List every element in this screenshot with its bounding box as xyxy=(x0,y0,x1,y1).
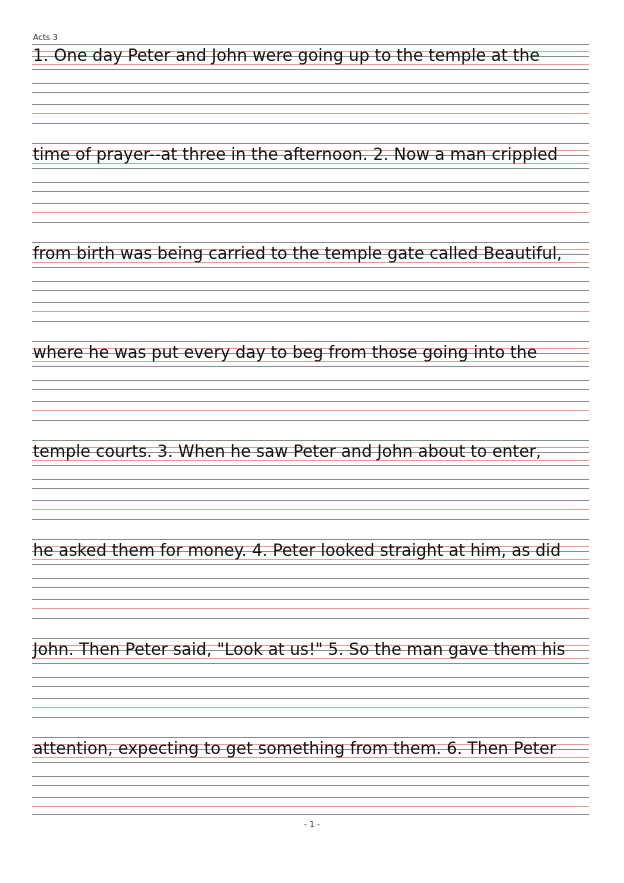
practice-line-red xyxy=(32,212,589,213)
scripture-line-5: temple courts. 3. When he saw Peter and John about to enter, xyxy=(33,442,542,461)
scripture-line-4: where he was put every day to beg from those going into the xyxy=(33,343,538,362)
guide-line-bottom xyxy=(32,564,589,565)
guide-line-bottom xyxy=(32,267,589,268)
practice-line xyxy=(32,191,589,192)
practice-line xyxy=(32,123,589,124)
practice-line xyxy=(32,321,589,322)
practice-line xyxy=(32,401,589,402)
practice-line xyxy=(32,479,589,480)
scripture-line-3: from birth was being carried to the temple gate called Beautiful, xyxy=(33,244,563,263)
page-header: Acts 3 xyxy=(33,33,58,42)
practice-line xyxy=(32,519,589,520)
practice-line xyxy=(32,302,589,303)
guide-line-top xyxy=(32,638,589,639)
practice-line xyxy=(32,797,589,798)
guide-line-bottom xyxy=(32,69,589,70)
practice-line xyxy=(32,281,589,282)
guide-line-top xyxy=(32,143,589,144)
scripture-line-7: John. Then Peter said, "Look at us!" 5. So the man gave them his xyxy=(33,640,566,659)
scripture-line-1: 1. One day Peter and John were going up to the temple at the xyxy=(33,46,540,65)
practice-line-red xyxy=(32,311,589,312)
practice-line xyxy=(32,814,589,815)
guide-line-bottom xyxy=(32,762,589,763)
practice-line xyxy=(32,92,589,93)
practice-line xyxy=(32,717,589,718)
guide-line-top xyxy=(32,341,589,342)
practice-line xyxy=(32,578,589,579)
practice-line xyxy=(32,500,589,501)
practice-line xyxy=(32,698,589,699)
practice-line xyxy=(32,182,589,183)
practice-line xyxy=(32,290,589,291)
scripture-line-6: he asked them for money. 4. Peter looked straight at him, as did xyxy=(33,541,561,560)
practice-line-red xyxy=(32,707,589,708)
practice-line xyxy=(32,104,589,105)
guide-line-top xyxy=(32,440,589,441)
guide-line-top xyxy=(32,44,589,45)
guide-line-bottom xyxy=(32,663,589,664)
practice-line xyxy=(32,785,589,786)
practice-line xyxy=(32,618,589,619)
practice-line xyxy=(32,420,589,421)
guide-line-bottom xyxy=(32,465,589,466)
practice-line-red xyxy=(32,410,589,411)
practice-line xyxy=(32,677,589,678)
guide-line-bottom xyxy=(32,366,589,367)
practice-line-red xyxy=(32,113,589,114)
practice-line xyxy=(32,776,589,777)
practice-line xyxy=(32,599,589,600)
practice-line-red xyxy=(32,806,589,807)
practice-line xyxy=(32,83,589,84)
page-number: - 1 - xyxy=(304,820,320,829)
guide-line-bottom xyxy=(32,168,589,169)
practice-line xyxy=(32,380,589,381)
scripture-line-8: attention, expecting to get something from them. 6. Then Peter xyxy=(33,739,557,758)
practice-line-red xyxy=(32,509,589,510)
practice-line xyxy=(32,686,589,687)
practice-line-red xyxy=(32,608,589,609)
practice-line xyxy=(32,203,589,204)
practice-line xyxy=(32,389,589,390)
practice-line xyxy=(32,587,589,588)
practice-line xyxy=(32,222,589,223)
practice-line xyxy=(32,488,589,489)
guide-line-top xyxy=(32,539,589,540)
guide-line-top xyxy=(32,737,589,738)
guide-line-top xyxy=(32,242,589,243)
scripture-line-2: time of prayer--at three in the afternoon. 2. Now a man crippled xyxy=(33,145,558,164)
